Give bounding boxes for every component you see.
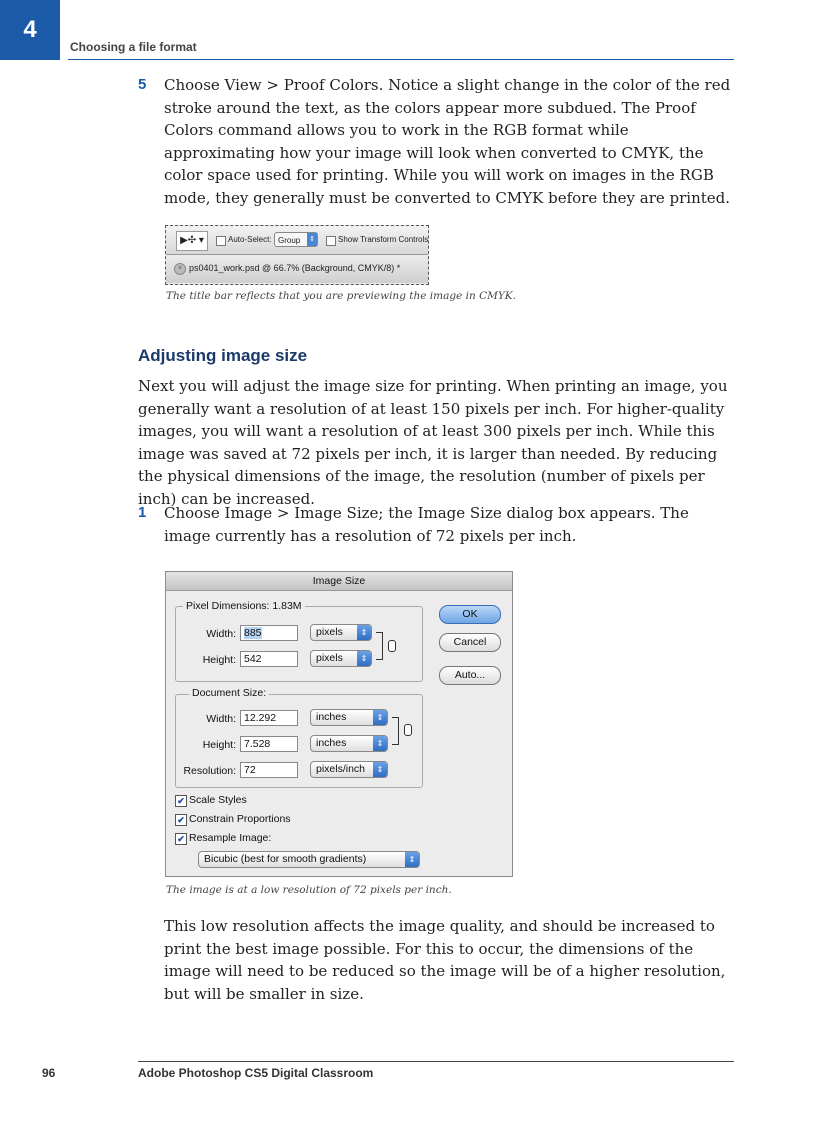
resample-image-checkbox[interactable]: ✔	[175, 833, 187, 845]
step-number: 5	[138, 76, 147, 93]
px-height-label: Height:	[202, 654, 236, 666]
popup-arrow-icon: ⇕	[357, 625, 371, 640]
popup-arrow-icon: ⇕	[373, 762, 387, 777]
body-paragraph: This low resolution affects the image quality, and should be increased to print the best image possible. For this to occur, the dimensions of the image will need to be reduced so the image will be of a higher resolution, but will be smaller in size.	[164, 917, 726, 1003]
running-head: Choosing a file format	[70, 40, 197, 54]
step-number: 1	[138, 504, 147, 521]
resample-method-select[interactable]: Bicubic (best for smooth gradients) ⇕	[198, 851, 420, 868]
doc-height-label: Height:	[202, 739, 236, 751]
figure-caption: The title bar reflects that you are previewing the image in CMYK.	[166, 290, 516, 302]
pixel-dimensions-label: Pixel Dimensions: 1.83M	[183, 600, 305, 612]
show-transform-label: Show Transform Controls	[338, 235, 429, 244]
section-title: Adjusting image size	[138, 346, 308, 365]
link-bracket	[376, 632, 383, 660]
px-width-label: Width:	[206, 628, 236, 640]
doc-width-unit-select[interactable]: inches ⇕	[310, 709, 388, 726]
resolution-label: Resolution:	[183, 765, 236, 777]
step-text: Choose Image > Image Size; the Image Size dialog box appears. The image currently has a resolution of 72 pixels per inch.	[164, 504, 689, 545]
constrain-proportions-checkbox[interactable]: ✔	[175, 814, 187, 826]
auto-select-label: Auto-Select:	[228, 235, 272, 244]
chain-link-icon	[404, 724, 412, 736]
doc-height-input[interactable]: 7.528	[240, 736, 298, 752]
px-width-unit-select[interactable]: pixels ⇕	[310, 624, 372, 641]
auto-select-checkbox[interactable]	[216, 236, 226, 246]
constrain-proportions-label: Constrain Proportions	[189, 813, 291, 825]
move-tool-icon[interactable]: ▶✣ ▾	[176, 231, 208, 251]
options-bar	[166, 226, 428, 255]
ok-button[interactable]: OK	[439, 605, 501, 624]
resample-image-label: Resample Image:	[189, 832, 272, 844]
document-tab-bar	[166, 255, 428, 283]
section-intro: Next you will adjust the image size for printing. When printing an image, you generally want a resolution of at least 150 pixels per inch. For higher-quality images, you will want a resolution of at least 300 pixels per inch. While this image was saved at 72 pixels per inch, it is larger than needed. By reducing the physical dimensions of the image, the resolution (number of pixels per inch) can be increased.	[138, 377, 728, 508]
px-height-input[interactable]: 542	[240, 651, 298, 667]
chapter-number-badge: 4	[0, 0, 60, 60]
document-size-label: Document Size:	[189, 687, 269, 699]
dropdown-arrow-icon: ⇕	[307, 233, 317, 246]
doc-width-input[interactable]: 12.292	[240, 710, 298, 726]
header-rule	[68, 59, 734, 60]
doc-width-label: Width:	[206, 713, 236, 725]
popup-arrow-icon: ⇕	[373, 710, 387, 725]
auto-select-dropdown[interactable]	[274, 232, 318, 247]
page-number: 96	[42, 1066, 56, 1080]
popup-arrow-icon: ⇕	[357, 651, 371, 666]
resolution-input[interactable]: 72	[240, 762, 298, 778]
dialog-title: Image Size	[166, 572, 512, 591]
doc-height-unit-select[interactable]: inches ⇕	[310, 735, 388, 752]
document-tab[interactable]: ps0401_work.psd @ 66.7% (Background, CMYK/8) *	[189, 263, 401, 273]
px-width-input[interactable]: 885	[240, 625, 298, 641]
chain-link-icon	[388, 640, 396, 652]
options-bar-screenshot	[165, 225, 429, 285]
footer-rule	[138, 1061, 734, 1062]
popup-arrow-icon: ⇕	[373, 736, 387, 751]
show-transform-checkbox[interactable]	[326, 236, 336, 246]
pixel-dimensions-group	[175, 606, 423, 682]
scale-styles-label: Scale Styles	[189, 794, 247, 806]
book-title: Adobe Photoshop CS5 Digital Classroom	[138, 1066, 374, 1080]
step-text: Choose View > Proof Colors. Notice a slight change in the color of the red stroke around the text, as the colors appear more subdued. The Proof Colors command allows you to work in the RGB format while approximating how your image will look when converted to CMYK, the color space used for printing. While you will work on images in the RGB mode, they generally must be converted to CMYK before they are printed.	[164, 76, 731, 207]
auto-button[interactable]: Auto...	[439, 666, 501, 685]
scale-styles-checkbox[interactable]: ✔	[175, 795, 187, 807]
image-size-dialog	[165, 571, 513, 877]
auto-select-value: Group	[278, 236, 301, 245]
resolution-unit-select[interactable]: pixels/inch ⇕	[310, 761, 388, 778]
cancel-button[interactable]: Cancel	[439, 633, 501, 652]
link-bracket	[392, 717, 399, 745]
figure-caption: The image is at a low resolution of 72 pixels per inch.	[166, 884, 452, 896]
px-height-unit-select[interactable]: pixels ⇕	[310, 650, 372, 667]
popup-arrow-icon: ⇕	[405, 852, 419, 867]
close-icon[interactable]: ×	[174, 263, 186, 275]
